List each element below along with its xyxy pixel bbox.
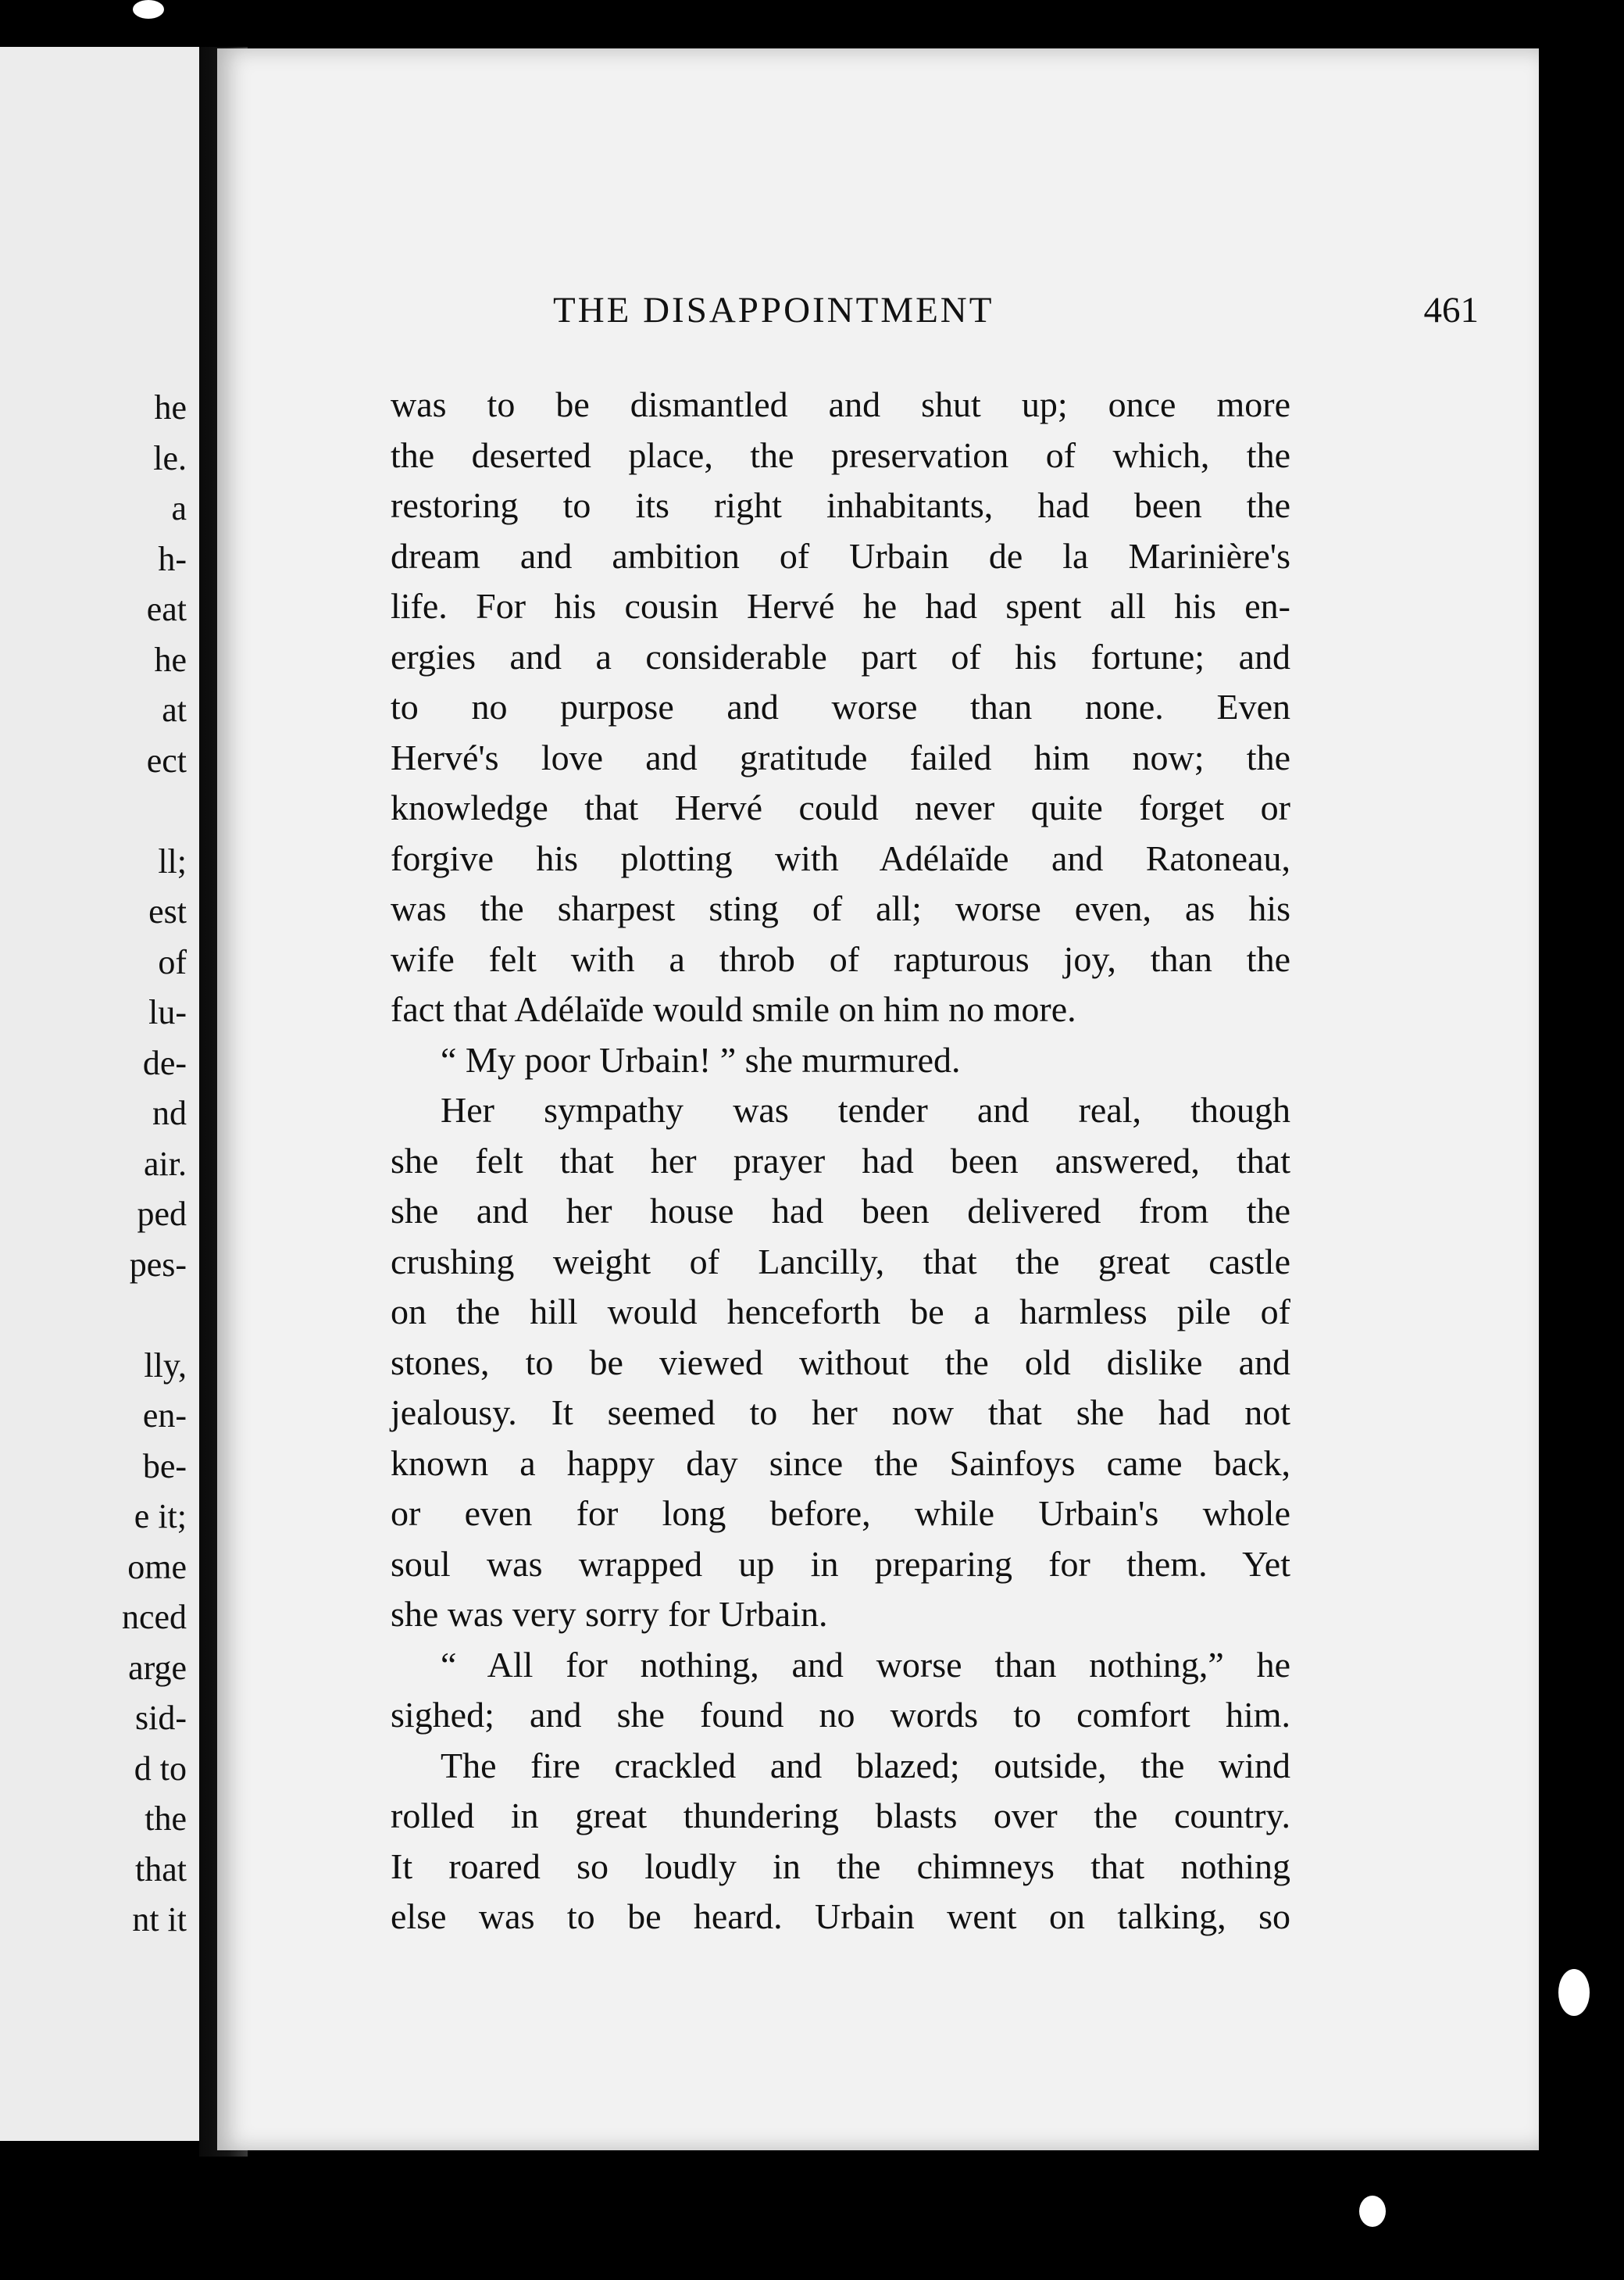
scan-speck <box>133 0 164 19</box>
text-line: fact that Adélaïde would smile on him no more. <box>391 989 1076 1029</box>
text-line: life. For his cousin Hervé he had spent all his en- <box>391 586 1290 626</box>
text-line: Her sympathy was tender and real, though <box>441 1090 1290 1130</box>
left-page-line: air. <box>144 1144 187 1183</box>
left-page-line: nt it <box>132 1900 187 1939</box>
left-page-line: be- <box>142 1446 187 1485</box>
text-line: rolled in great thundering blasts over the country. <box>391 1796 1290 1835</box>
text-line: the deserted place, the preservation of which, the <box>391 434 1290 475</box>
left-page-line: ll; <box>158 842 187 881</box>
left-page-line <box>122 786 187 837</box>
text-line: known a happy day since the Sainfoys came back, <box>391 1442 1290 1483</box>
left-facing-page <box>0 47 199 2141</box>
left-page-line: he <box>154 640 187 679</box>
text-line: she and her house had been delivered from the <box>391 1191 1290 1231</box>
page-number: 461 <box>1423 290 1479 331</box>
left-page-line: the <box>145 1799 187 1838</box>
text-line: restoring to its right inhabitants, had been the <box>391 485 1290 525</box>
left-page-line: sid- <box>135 1699 187 1737</box>
left-page-line: e it; <box>134 1497 187 1535</box>
text-line: The fire crackled and blazed; outside, the wind <box>441 1745 1290 1785</box>
left-page-line: nd <box>152 1094 187 1132</box>
right-page <box>217 48 1539 2150</box>
running-title: THE DISAPPOINTMENT <box>553 290 994 331</box>
left-page-line <box>122 1290 187 1341</box>
body-text <box>391 380 1290 1942</box>
text-line: wife felt with a throb of rapturous joy, than the <box>391 938 1290 979</box>
text-line: soul was wrapped up in preparing for them. Yet <box>391 1543 1290 1584</box>
text-line: sighed; and she found no words to comfort him. <box>391 1695 1290 1735</box>
text-line: was to be dismantled and shut up; once more <box>391 384 1290 424</box>
left-page-line: est <box>148 892 187 931</box>
left-page-line: of <box>158 942 187 981</box>
left-page-line: de- <box>142 1043 187 1082</box>
scan-speck <box>1359 2196 1386 2227</box>
text-line: jealousy. It seemed to her now that she had not <box>391 1392 1290 1432</box>
left-page-line: lly, <box>144 1345 187 1385</box>
left-page-line: ect <box>146 741 187 780</box>
text-line: stones, to be viewed without the old dislike and <box>391 1342 1290 1382</box>
text-line: forgive his plotting with Adélaïde and Ratoneau, <box>391 838 1290 878</box>
scan-speck <box>1558 1969 1590 2016</box>
text-line: knowledge that Hervé could never quite forget or <box>391 788 1290 827</box>
text-line: It roared so loudly in the chimneys that nothing <box>391 1846 1290 1886</box>
text-line: dream and ambition of Urbain de la Marinière's <box>391 535 1290 576</box>
left-page-line: lu- <box>148 993 187 1031</box>
text-line: crushing weight of Lancilly, that the great castle <box>391 1241 1290 1281</box>
left-page-line: ped <box>137 1195 187 1233</box>
left-page-line: ome <box>127 1547 187 1586</box>
text-line: on the hill would henceforth be a harmless pile of <box>391 1292 1290 1331</box>
left-page-line: pes- <box>129 1245 187 1284</box>
left-page-line: a <box>171 489 187 527</box>
left-page-line: le. <box>153 438 187 477</box>
left-page-line: en- <box>142 1396 187 1435</box>
left-page-line: arge <box>128 1648 187 1687</box>
left-page-text <box>122 383 187 1946</box>
left-page-line: at <box>162 691 187 729</box>
text-line: or even for long before, while Urbain's whole <box>391 1493 1290 1533</box>
left-page-line: d to <box>134 1749 187 1788</box>
left-page-line: he <box>154 388 187 427</box>
text-line: ergies and a considerable part of his fortune; and <box>391 636 1290 677</box>
left-page-line: that <box>135 1849 187 1889</box>
text-line: “ My poor Urbain! ” she murmured. <box>441 1039 961 1080</box>
text-line: she was very sorry for Urbain. <box>391 1594 828 1634</box>
left-page-line: eat <box>146 590 187 628</box>
text-line: “ All for nothing, and worse than nothing,” he <box>441 1644 1290 1685</box>
running-head <box>553 289 1479 336</box>
text-line: she felt that her prayer had been answered, that <box>391 1140 1290 1181</box>
text-line: else was to be heard. Urbain went on talking, so <box>391 1896 1290 1936</box>
text-line: Hervé's love and gratitude failed him now; the <box>391 737 1290 777</box>
text-line: was the sharpest sting of all; worse even, as his <box>391 888 1290 928</box>
text-line: to no purpose and worse than none. Even <box>391 687 1290 727</box>
left-page-line: h- <box>158 539 187 578</box>
left-page-line: nced <box>121 1598 187 1636</box>
